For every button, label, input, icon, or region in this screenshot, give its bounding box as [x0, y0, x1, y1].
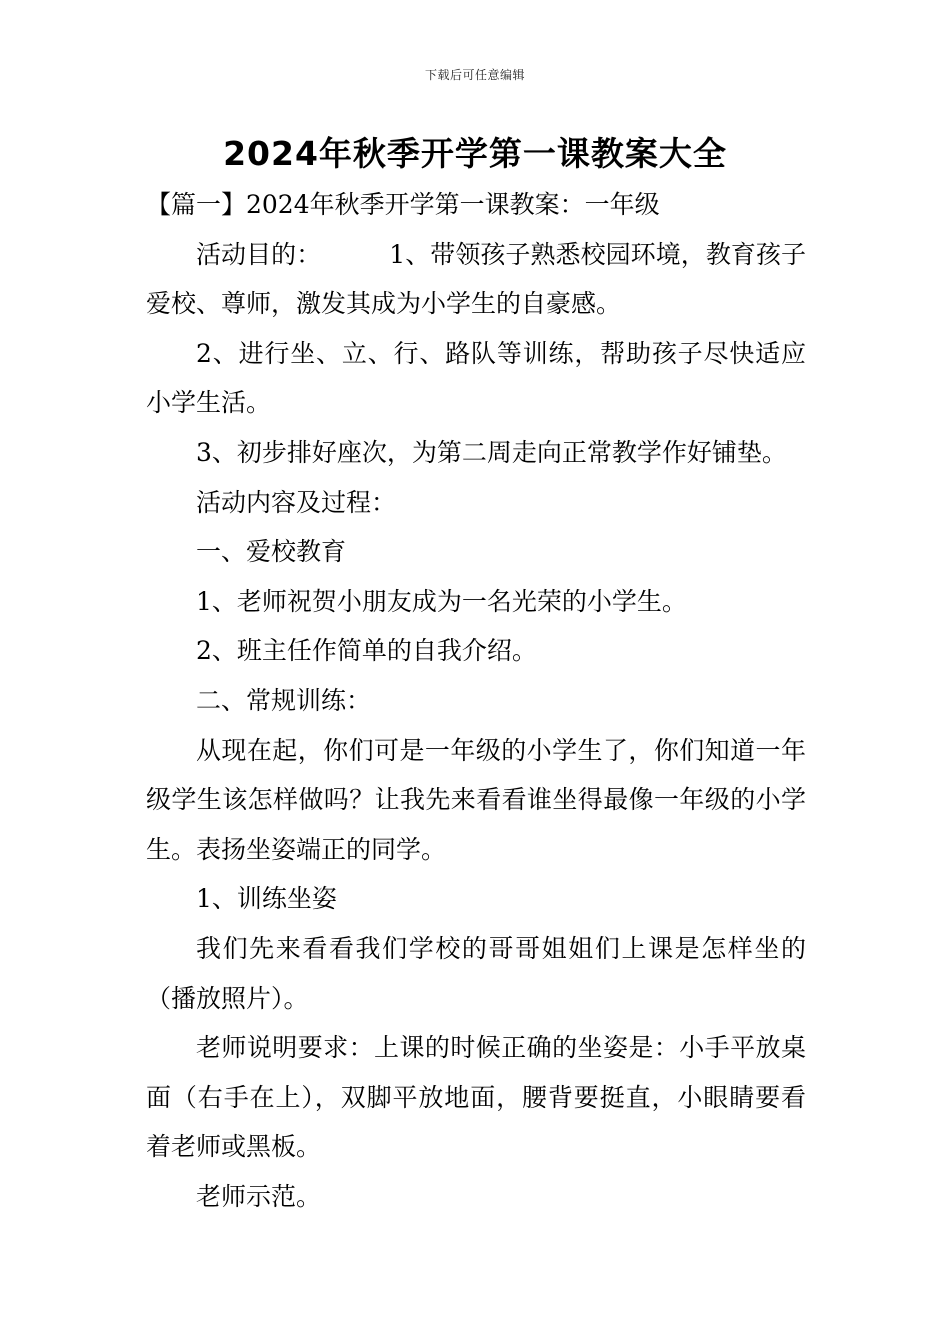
- document-title: 2024年秋季开学第一课教案大全: [223, 134, 727, 173]
- paragraph-congratulate: 1、老师祝贺小朋友成为一名光荣的小学生。: [196, 586, 687, 616]
- paragraph-section-two: 二、常规训练：: [196, 685, 372, 715]
- paragraph-self-intro: 2、班主任作简单的自我介绍。: [196, 636, 537, 666]
- paragraph-requirements: 老师说明要求：上课的时候正确的坐姿是：小手平放桌面（右手在上），双脚平放地面，腰背要挺直，小眼睛要看着老师或黑板。: [146, 1033, 806, 1162]
- paragraph-process-heading: 活动内容及过程：: [196, 487, 397, 517]
- paragraph-photos: 我们先来看看我们学校的哥哥姐姐们上课是怎样坐的（播放照片）。: [146, 933, 806, 1013]
- header-note: 下载后可任意编辑: [424, 68, 525, 82]
- section-heading: 【篇一】2024年秋季开学第一课教案：一年级: [146, 190, 660, 219]
- paragraph-demonstration: 老师示范。: [196, 1181, 322, 1211]
- paragraph-objective-2: 2、进行坐、立、行、路队等训练，帮助孩子尽快适应小学生活。: [146, 338, 806, 418]
- objectives-paragraph: [146, 230, 806, 329]
- objectives-first-item: 1、带领孩子熟悉校园环境，教育孩子爱校、尊师，激发其成为小学生的自豪感。: [146, 239, 806, 319]
- paragraph-objective-3: 3、初步排好座次，为第二周走向正常教学作好铺垫。: [196, 437, 787, 467]
- paragraph-section-one: 一、爱校教育: [196, 537, 347, 567]
- paragraph-sitting-training: 1、训练坐姿: [196, 884, 337, 914]
- paragraph-from-now: 从现在起，你们可是一年级的小学生了，你们知道一年级学生该怎样做吗？让我先来看看谁坐得最像一年级的小学生。表扬坐姿端正的同学。: [146, 735, 806, 864]
- document-body: [146, 180, 806, 1221]
- objectives-label: 活动目的：: [196, 239, 322, 269]
